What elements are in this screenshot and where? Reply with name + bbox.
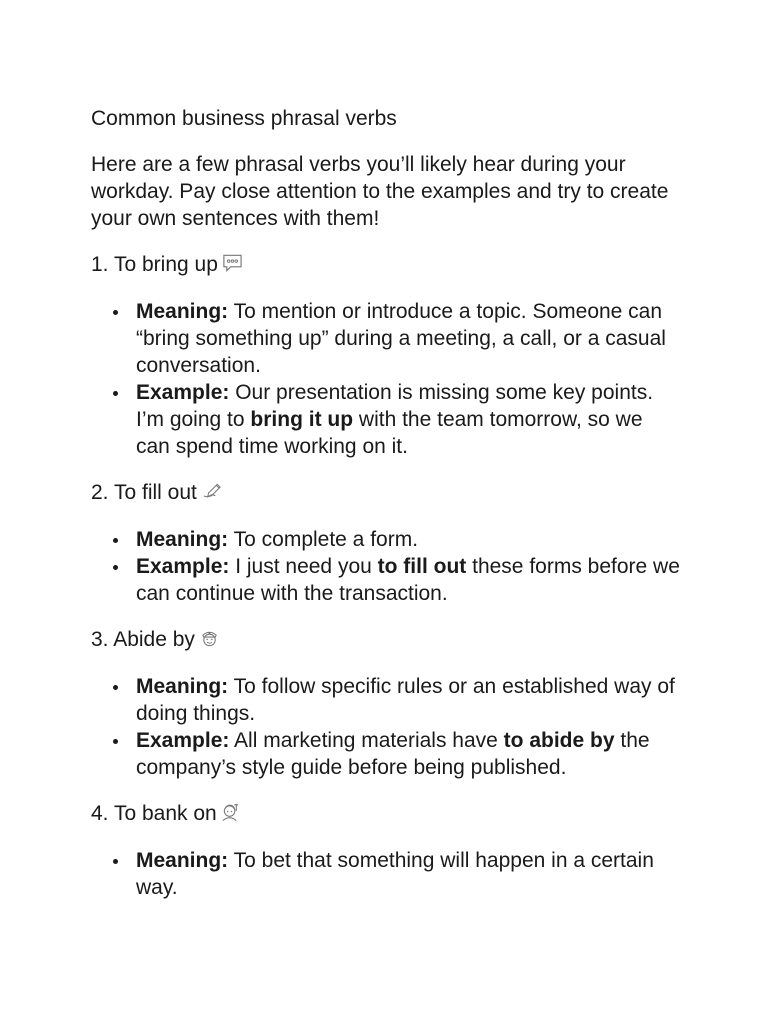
- example-text: I just need you: [229, 555, 378, 578]
- bullet-dot: [113, 565, 118, 570]
- meaning-item: [136, 526, 681, 553]
- intro-paragraph: Here are a few phrasal verbs you’ll likely hear during your workday. Pay close attention to the examples and try to create your own sentences with them!: [91, 153, 669, 230]
- example-item: [136, 727, 681, 781]
- bullet-dot: [113, 739, 118, 744]
- section-bank-on: [91, 800, 691, 901]
- section-bring-up: [91, 251, 691, 460]
- police-officer-icon: [199, 628, 220, 648]
- section-heading: [91, 800, 691, 827]
- section-abide-by: [91, 626, 691, 781]
- bullet-list: [91, 847, 681, 901]
- meaning-text: To follow specific rules or an established way of doing things.: [136, 675, 675, 725]
- meaning-label: Meaning:: [136, 675, 229, 698]
- section-heading-text: 2. To fill out: [91, 481, 197, 504]
- meaning-text: To mention or introduce a topic. Someone can “bring something up” during a meeting, a call, or a casual conversation.: [136, 300, 666, 377]
- pen-writing-icon: [201, 481, 222, 501]
- section-fill-out: [91, 479, 691, 607]
- bullet-dot: [113, 310, 118, 315]
- meaning-item: [136, 673, 681, 727]
- meaning-text: To complete a form.: [228, 528, 419, 551]
- bullet-list: [91, 298, 681, 460]
- document-page: [91, 105, 691, 901]
- example-label: Example:: [136, 729, 230, 752]
- section-heading: [91, 479, 691, 506]
- page-title: Common business phrasal verbs: [91, 107, 397, 130]
- bullet-list: [91, 526, 681, 607]
- meaning-item: [136, 298, 681, 379]
- bullet-list: [91, 673, 681, 781]
- section-heading-text: 3. Abide by: [91, 628, 195, 651]
- example-label: Example:: [136, 555, 230, 578]
- meaning-item: [136, 847, 681, 901]
- meaning-text: To bet that something will happen in a certain way.: [136, 849, 654, 899]
- example-phrase: bring it up: [250, 408, 354, 431]
- example-text: Our presentation is missing some key points. I’m going to: [136, 381, 654, 431]
- section-heading-text: 4. To bank on: [91, 802, 217, 825]
- example-label: Example:: [136, 381, 230, 404]
- section-heading: [91, 251, 691, 278]
- meaning-label: Meaning:: [136, 300, 229, 323]
- bullet-dot: [113, 538, 118, 543]
- speech-bubble-icon: [222, 253, 243, 273]
- example-item: [136, 553, 681, 607]
- example-text: with the team tomorrow, so we can spend time working on it.: [136, 408, 643, 458]
- example-text: the company’s style guide before being published.: [136, 729, 650, 779]
- example-phrase: to abide by: [503, 729, 615, 752]
- example-phrase: to fill out: [377, 555, 467, 578]
- example-text: All marketing materials have: [229, 729, 504, 752]
- example-item: [136, 379, 681, 460]
- bullet-dot: [113, 685, 118, 690]
- bullet-dot: [113, 391, 118, 396]
- meaning-label: Meaning:: [136, 849, 229, 872]
- person-raising-hand-icon: [221, 802, 242, 822]
- section-heading-text: 1. To bring up: [91, 253, 218, 276]
- example-text: these forms before we can continue with the transaction.: [136, 555, 680, 605]
- meaning-label: Meaning:: [136, 528, 229, 551]
- section-heading: [91, 626, 691, 653]
- bullet-dot: [113, 859, 118, 864]
